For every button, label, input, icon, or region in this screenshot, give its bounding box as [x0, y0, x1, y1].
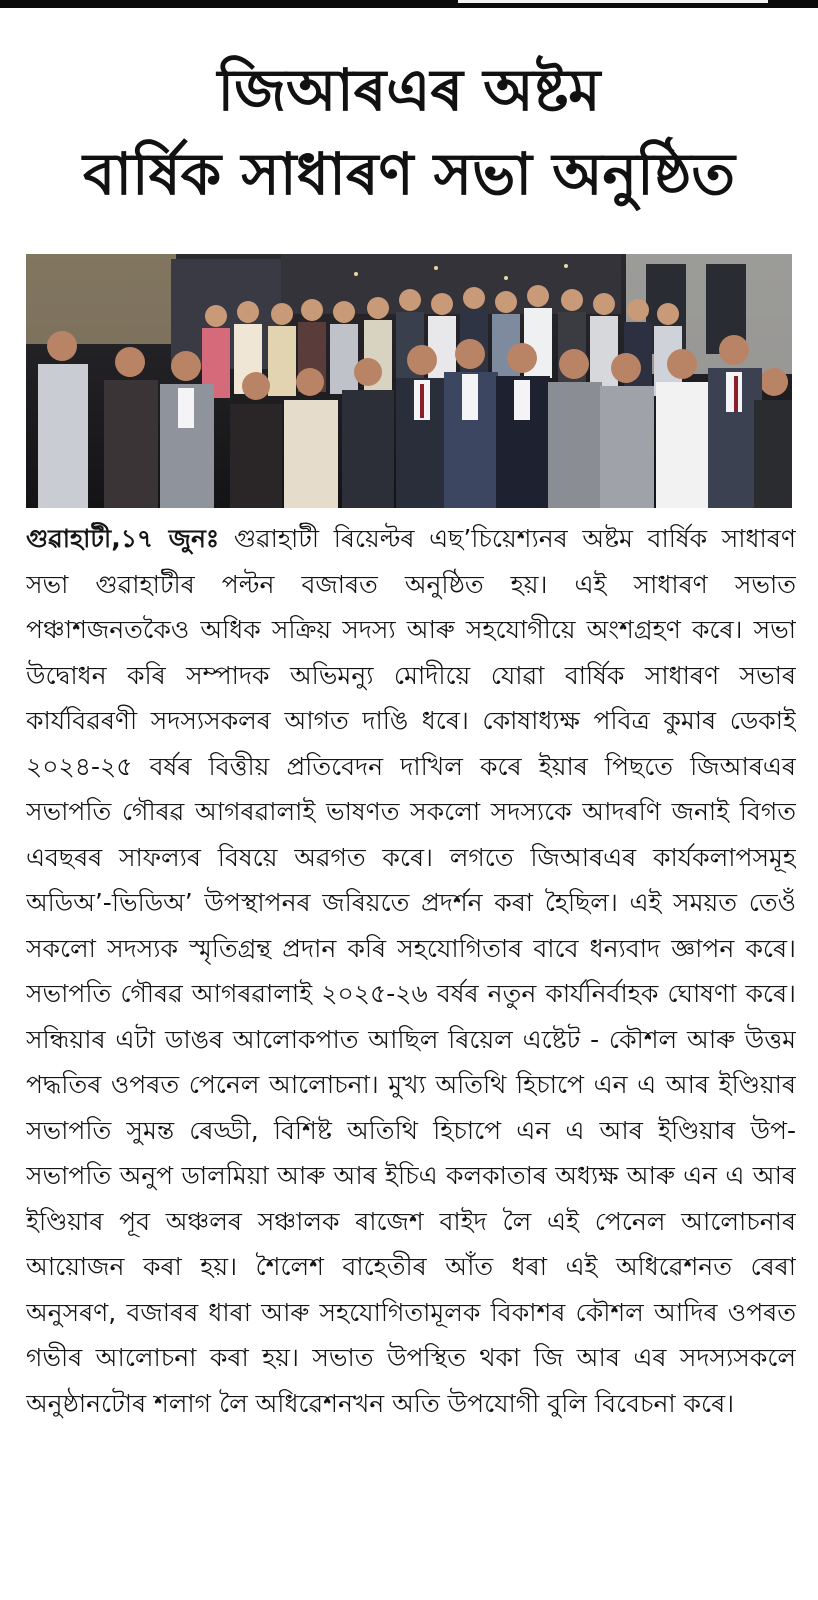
headline-line-2: বাৰ্ষিক সাধাৰণ সভা অনুষ্ঠিত — [82, 140, 736, 208]
headline-line-1: জিআৰএৰ অষ্টম — [217, 56, 601, 124]
article-body-text: গুৱাহাটী ৰিয়েল্টৰ এছ’চিয়েশ্যনৰ অষ্টম বাৰ্ষিক সাধাৰণ সভা গুৱাহাটীৰ পল্টন বজাৰত অনুষ্ঠিত হয়। এই সাধাৰণ সভাত পঞ্চাশজনতকৈও অধিক সক্ৰিয় সদস্য আৰু সহযোগীয়ে অংশগ্ৰহণ কৰে। সভা উদ্বোধন কৰি সম্পাদক অভিমন্যু মোদীয়ে যোৱা বাৰ্ষিক সাধাৰণ সভাৰ কাৰ্যবিৱৰণী সদস্যসকলৰ আগত দাঙি ধৰে। কোষাধ্যক্ষ পবিত্ৰ কুমাৰ ডেকাই ২০২৪-২৫ বৰ্ষৰ বিত্তীয় প্ৰতিবেদন দাখিল কৰে ইয়াৰ পিছতে জিআৰএৰ সভাপতি গৌৰৱ আগৰৱালাই ভাষণত সকলো সদস্যকে আদৰণি জনাই বিগত এবছৰৰ সাফল্যৰ বিষয়ে অৱগত কৰে। লগতে জিআৰএৰ কাৰ্যকলাপসমূহ অডিঅ’-ভিডিঅ’ উপস্থাপনৰ জৰিয়তে প্ৰদৰ্শন কৰা হৈছিল। এই সময়ত তেওঁ সকলো সদস্যক স্মৃতিগ্ৰন্থ প্ৰদান কৰি সহযোগিতাৰ বাবে ধন্যবাদ জ্ঞাপন কৰে। সভাপতি গৌৰৱ আগৰৱালাই ২০২৫-২৬ বৰ্ষৰ নতুন কাৰ্যনিৰ্বাহক ঘোষণা কৰে। সন্ধিয়াৰ এটা ডাঙৰ আলোকপাত আছিল ৰিয়েল এষ্টেট - কৌশল আৰু উত্তম পদ্ধতিৰ ওপৰত পেনেল আলোচনা। মুখ্য অতিথি হিচাপে এন এ আৰ ইণ্ডিয়াৰ সভাপতি সুমন্ত ৰেড্ডী, বিশিষ্ট অতিথি হিচাপে এন এ আৰ ইণ্ডিয়াৰ উপ-সভাপতি অনুপ ডালমিয়া আৰু আৰ ইচিএ কলকাতাৰ অধ্যক্ষ আৰু এন এ আৰ ইণ্ডিয়াৰ পূব অঞ্চলৰ সঞ্চালক ৰাজেশ বাইদ লৈ এই পেনেল আলোচনাৰ আয়োজন কৰা হয়। শৈলেশ বাহেতীৰ আঁত ধৰা এই অধিৱেশনত ৰেৰা অনুসৰণ, বজাৰৰ ধাৰা আৰু সহযোগিতামূলক বিকাশৰ কৌশল আদিৰ ওপৰত গভীৰ আলোচনা কৰা হয়। সভাত উপস্থিত থকা জি আৰ এৰ সদস্যসকলে অনুষ্ঠানটোৰ শলাগ লৈ অধিৱেশনখন অতি উপযোগী বুলি বিবেচনা কৰে। — [26, 524, 796, 1418]
headline — [20, 48, 798, 216]
top-border-notch — [458, 0, 768, 3]
top-border-bar — [0, 0, 818, 8]
article-body — [26, 516, 796, 1592]
group-photo — [26, 254, 792, 508]
dateline: গুৱাহাটী,১৭ জুনঃ — [26, 524, 220, 553]
group-photo-illustration — [26, 254, 792, 508]
